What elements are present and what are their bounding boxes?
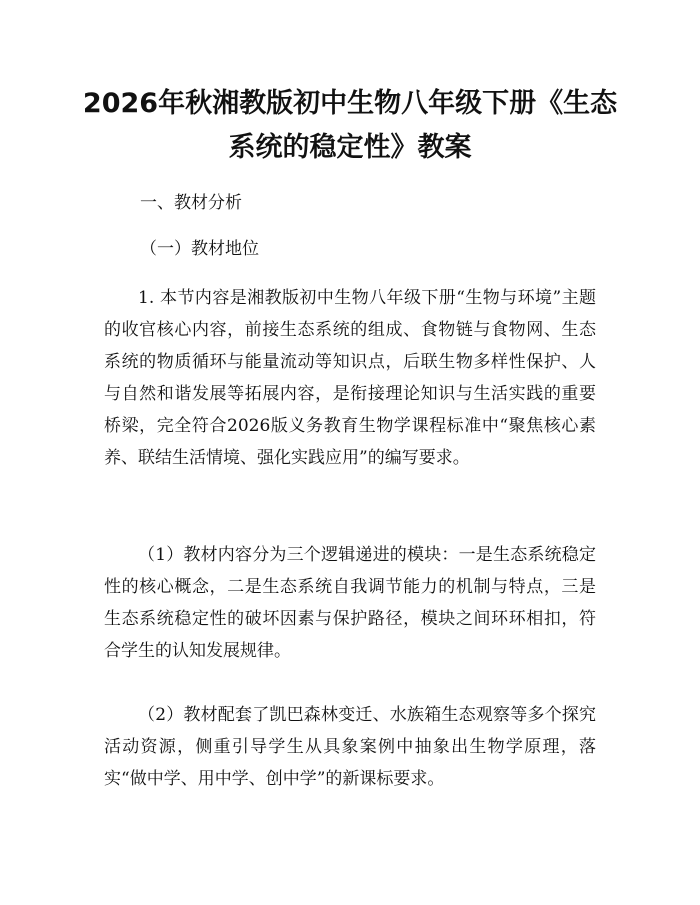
paragraph-textbook-position: 1. 本节内容是湘教版初中生物八年级下册“生物与环境”主题的收官核心内容，前接生态系统的组成、食物链与食物网、生态系统的物质循环与能量流动等知识点，后联生物多样性保护、人与自然和谐发展等拓展内容，是衔接理论知识与生活实践的重要桥梁，完全符合2026版义务教育生物学课程标准中“聚焦核心素养、联结生活情境、强化实践应用”的编写要求。 [104, 288, 596, 468]
document-title-line-1: 2026年秋湘教版初中生物八年级下册《生态 [82, 88, 618, 119]
section-heading: 一、教材分析 [140, 193, 242, 213]
document-title-line-2: 系统的稳定性》教案 [228, 132, 472, 163]
paragraph-content-modules: （1）教材内容分为三个逻辑递进的模块：一是生态系统稳定性的核心概念，二是生态系统自我调节能力的机制与特点，三是生态系统稳定性的破坏因素与保护路径，模块之间环环相扣，符合学生的认知发展规律。 [104, 545, 596, 661]
paragraph-activity-resources: （2）教材配套了凯巴森林变迁、水族箱生态观察等多个探究活动资源，侧重引导学生从具象案例中抽象出生物学原理，落实“做中学、用中学、创中学”的新课标要求。 [104, 705, 596, 789]
subsection-heading: （一）教材地位 [140, 239, 259, 259]
